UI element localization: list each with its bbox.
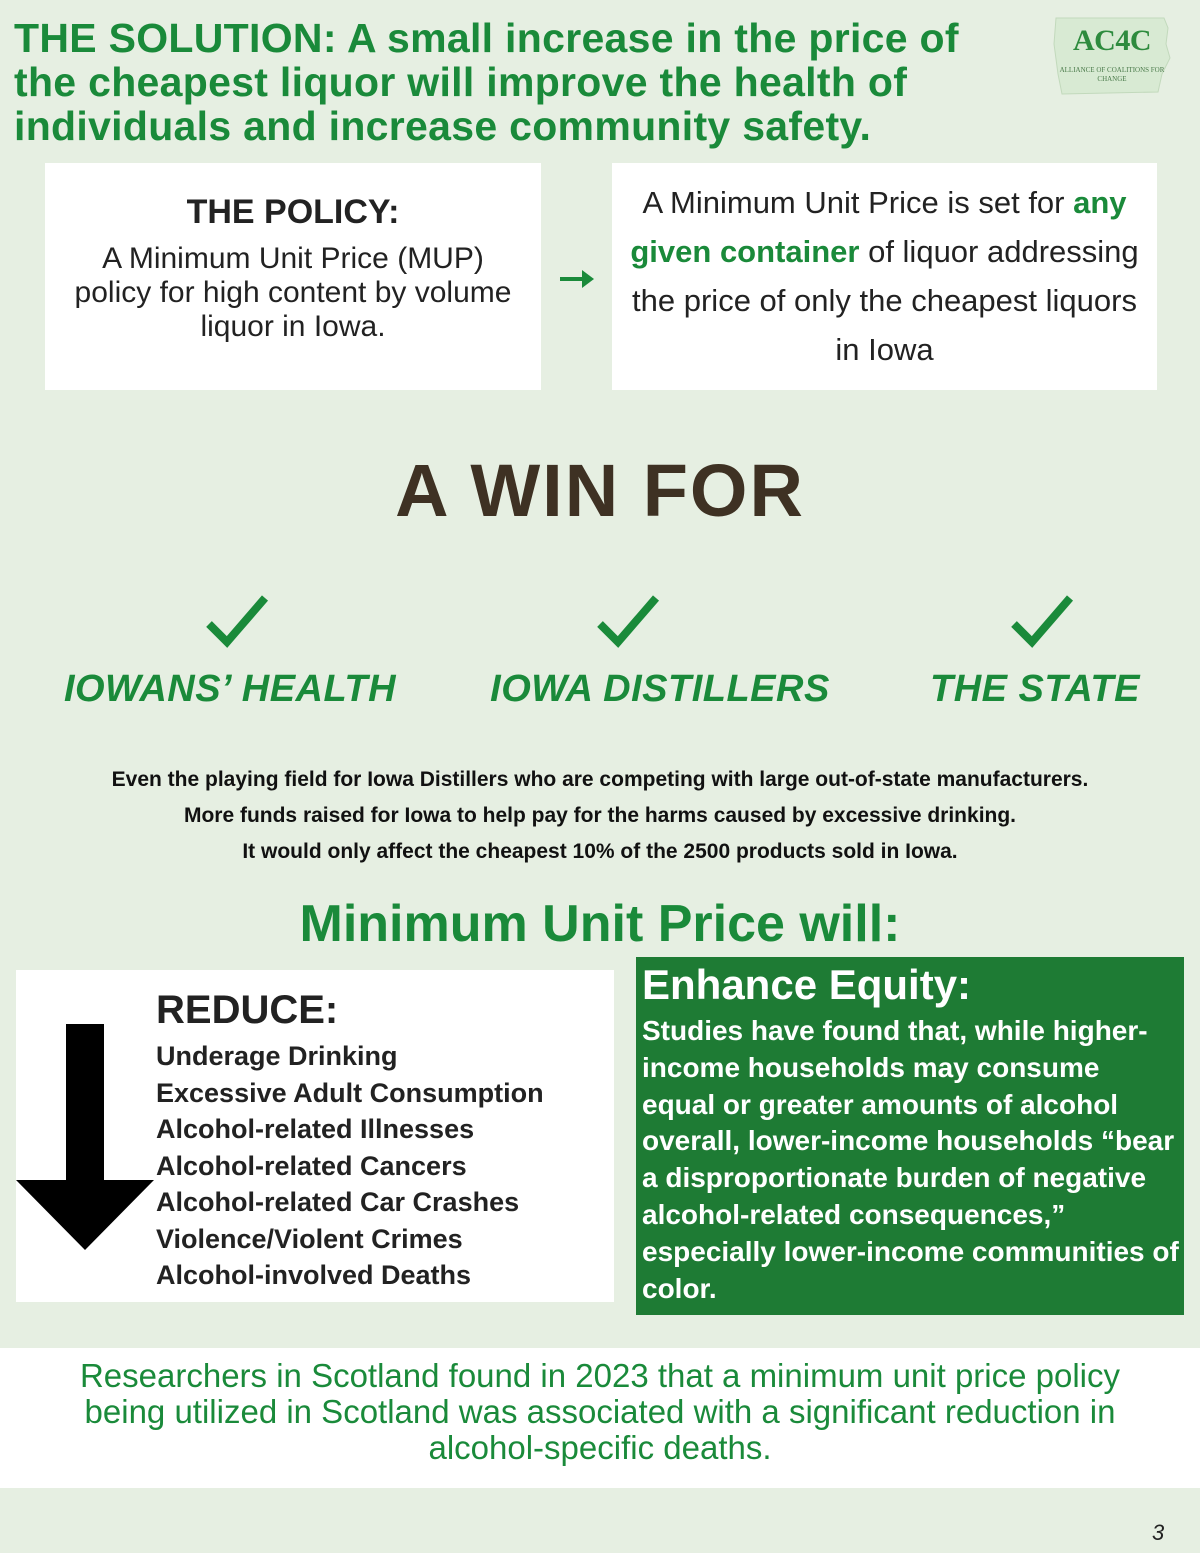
mup-detail-highlight: any given container: [630, 185, 1127, 269]
page-number: 3: [1152, 1520, 1165, 1545]
policy-title: THE POLICY:: [186, 193, 400, 231]
arrow-right-icon: [558, 264, 598, 294]
checkmark-icon: [203, 592, 273, 652]
mup-detail-before: A Minimum Unit Price is set for: [642, 185, 1074, 220]
reduce-item: Underage Drinking: [156, 1041, 398, 1071]
mup-detail-text: [612, 178, 1157, 374]
reduce-item: Alcohol-related Illnesses: [156, 1114, 475, 1144]
equity-box: [636, 957, 1184, 1315]
equity-title: Enhance Equity:: [642, 961, 972, 1008]
benefit-item: Even the playing field for Iowa Distillers who are competing with large out-of-state manufacturers.: [111, 768, 1089, 791]
win-item-iowans-health: IOWANS’ HEALTH: [63, 668, 397, 710]
equity-text: Studies have found that, while higher-income households may consume equal or greater amounts of alcohol overall, lower-income households “bear a disproportionate burden of negative alcohol-related consequences,” especially lower-income communities of color.: [642, 1015, 1179, 1304]
win-heading: A WIN FOR: [395, 449, 805, 532]
down-arrow-icon: [16, 1022, 156, 1254]
mup-detail-after: of liquor addressing the price of only the cheapest liquors in Iowa: [632, 234, 1139, 367]
reduce-item: Violence/Violent Crimes: [156, 1223, 463, 1254]
win-item-the-state: THE STATE: [930, 668, 1140, 710]
logo-subtext: ALLIANCE OF COALITIONS FOR CHANGE: [1059, 66, 1165, 83]
logo-text: AC4C: [1073, 24, 1151, 57]
research-text: Researchers in Scotland found in 2023 that a minimum unit price policy being utilized in Scotland was associated with a significant reduction in alcohol-specific deaths.: [79, 1357, 1121, 1466]
benefit-item: More funds raised for Iowa to help pay for the harms caused by excessive drinking.: [183, 804, 1017, 827]
checkmark-icon: [1008, 592, 1078, 652]
benefit-item: It would only affect the cheapest 10% of the 2500 products sold in Iowa.: [242, 840, 958, 863]
reduce-item: Alcohol-related Cancers: [156, 1150, 467, 1181]
policy-box: [45, 163, 541, 390]
policy-text: A Minimum Unit Price (MUP) policy for high content by volume liquor in Iowa.: [74, 242, 512, 343]
reduce-box: [16, 970, 614, 1302]
reduce-item: Alcohol-involved Deaths: [156, 1260, 472, 1290]
win-item-iowa-distillers: IOWA DISTILLERS: [490, 668, 830, 710]
reduce-title: REDUCE:: [156, 988, 339, 1032]
checkmark-icon: [594, 592, 664, 652]
reduce-item: Alcohol-related Car Crashes: [156, 1187, 520, 1217]
reduce-list: [156, 1038, 544, 1294]
mup-detail-box: [612, 163, 1157, 390]
mup-will-heading: Minimum Unit Price will:: [299, 895, 901, 953]
reduce-item: Excessive Adult Consumption: [156, 1077, 544, 1108]
ac4c-logo: [1052, 14, 1172, 100]
benefits-list: [0, 762, 1200, 870]
research-box: [0, 1348, 1200, 1488]
page-headline: THE SOLUTION: A small increase in the price of the cheapest liquor will improve the health of individuals and increase community safety.: [14, 15, 959, 149]
